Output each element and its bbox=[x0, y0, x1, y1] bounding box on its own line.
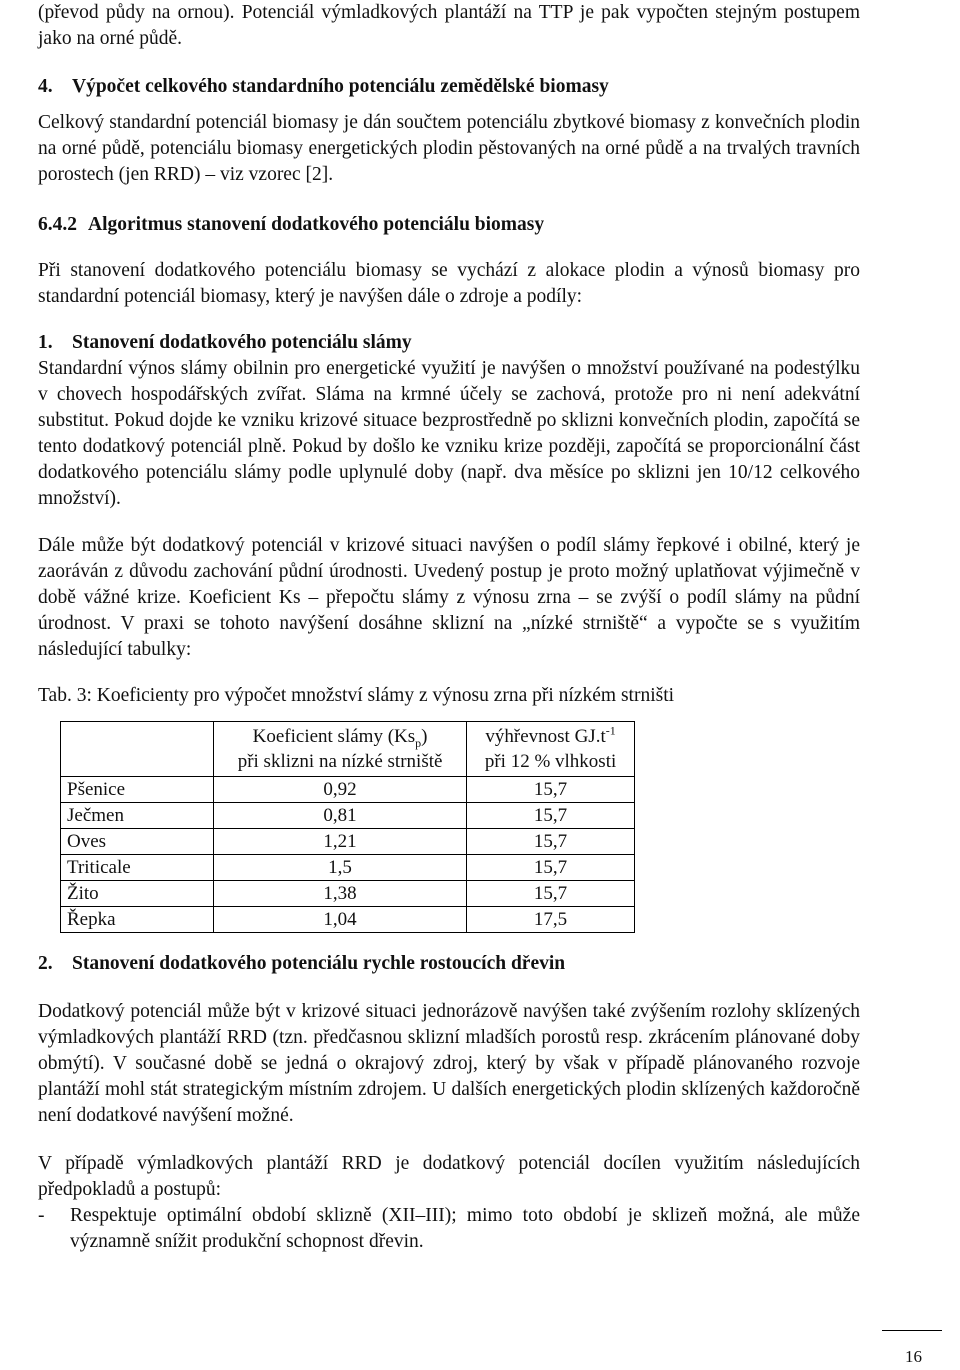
heat-cell: 17,5 bbox=[467, 907, 635, 933]
item-2-number: 2. bbox=[38, 953, 53, 974]
item-2-heading bbox=[38, 951, 860, 977]
section-4-text: Celkový standardní potenciál biomasy je dán součtem potenciálu zbytkové biomasy z konvečních plodin na orné půdě, potenciálu biomasy energetických plodin pěstovaných na orné půdě a na trvalých travních porostech (jen RRD) – viz vzorec [2]. bbox=[38, 112, 860, 185]
ks-cell: 0,92 bbox=[214, 777, 467, 803]
ks-cell: 1,21 bbox=[214, 829, 467, 855]
item-2-text-2: V případě výmladkových plantáží RRD je dodatkový potenciál docílen využitím následujících předpokladů a postupů: bbox=[38, 1153, 860, 1200]
section-4-heading bbox=[38, 74, 860, 100]
item-1-title: Stanovení dodatkového potenciálu slámy bbox=[72, 332, 412, 353]
coefficient-table bbox=[60, 721, 635, 933]
item-1-text-1: Standardní výnos slámy obilnin pro energetické využití je navýšen o množství používané na podestýlku v chovech hospodářských zvířat. Sláma na krmné účely se zachová, protože pro ni není adekvátní substitut. Pokud dojde ke vzniku krizové situace bezprostředně po sklizni konvečních plodin, započítá se tento dodatkový potenciál plně. Pokud by došlo ke vzniku krize později, započítá se proporcionální část dodatkového potenciálu slámy podle uplynulé doby (např. dva měsíce po sklizni jen 10/12 celkového množství). bbox=[38, 358, 860, 509]
ks-cell: 1,04 bbox=[214, 907, 467, 933]
table-header-ks: Koeficient slámy $(Ks_p)$ při sklizni na nízké strniště bbox=[214, 722, 467, 777]
heat-cell: 15,7 bbox=[467, 881, 635, 907]
item-2-text-1: Dodatkový potenciál může být v krizové situaci jednorázově navýšen také zvýšením rozlohy sklízených výmladkových plantáží RRD (tzn. předčasnou sklizní mladších porostů resp. zkrácením plánované doby obmýtí). V současné době se jedná o okrajový zdroj, který by však v případě plánovaného rozvoje plantáží mohl stát strategickým místním zdrojem. U dalších energetických plodin sklízených každoročně není dodatkové navýšení možné. bbox=[38, 1001, 860, 1126]
page-number: 16 bbox=[905, 1347, 922, 1366]
section-4-title: Výpočet celkového standardního potenciálu zemědělské biomasy bbox=[72, 76, 609, 97]
crop-cell: Triticale bbox=[61, 855, 214, 881]
heat-cell: 15,7 bbox=[467, 855, 635, 881]
heat-cell: 15,7 bbox=[467, 777, 635, 803]
table-header-row bbox=[61, 722, 635, 777]
crop-cell: Řepka bbox=[61, 907, 214, 933]
table-header-crop bbox=[61, 722, 214, 777]
document-page bbox=[38, 0, 860, 1255]
item-1-number: 1. bbox=[38, 332, 53, 353]
table-row bbox=[61, 907, 635, 933]
section-642-text: Při stanovení dodatkového potenciálu biomasy se vychází z alokace plodin a výnosů biomasy pro standardní potenciál biomasy, který je navýšen dále o zdroje a podíly: bbox=[38, 260, 860, 307]
section-4-number: 4. bbox=[38, 76, 53, 97]
table-row bbox=[61, 829, 635, 855]
item-1-text-2: Dále může být dodatkový potenciál v krizové situaci navýšen o podíl slámy řepkové i obilné, který je zaoráván z důvodu zachování půdní úrodnosti. Uvedený postup je proto možný uplatňovat výjimečně v době vážné krize. Koeficient Ks – přepočtu slámy z výnosu zrna – se zvýší o podíl slámy na půdní úrodnost. V praxi se tohoto navýšení dosáhne sklizní na „nízké strniště“ a vypočte se s využitím následující tabulky: bbox=[38, 535, 860, 660]
table-row bbox=[61, 881, 635, 907]
item-2-title: Stanovení dodatkového potenciálu rychle rostoucích dřevin bbox=[72, 953, 566, 974]
table-row bbox=[61, 855, 635, 881]
table-row bbox=[61, 777, 635, 803]
crop-cell: Oves bbox=[61, 829, 214, 855]
section-642-heading bbox=[38, 212, 860, 238]
table-row bbox=[61, 803, 635, 829]
list-dash: - bbox=[38, 1205, 45, 1226]
list-item-text: Respektuje optimální období sklizně (XII–III); mimo toto období je sklizeň možná, ale může významně snížit produkční schopnost dřevin. bbox=[70, 1205, 860, 1252]
ks-cell: 1,5 bbox=[214, 855, 467, 881]
ks-cell: 0,81 bbox=[214, 803, 467, 829]
table-header-heat: výhřevnost $GJ.t^{-1}$ při 12 % vlhkosti bbox=[467, 722, 635, 777]
crop-cell: Pšenice bbox=[61, 777, 214, 803]
ks-cell: 1,38 bbox=[214, 881, 467, 907]
intro-paragraph: (převod půdy na ornou). Potenciál výmladkových plantáží na TTP je pak vypočten stejným postupem jako na orné půdě. bbox=[38, 2, 860, 49]
section-642-number: 6.4.2 bbox=[38, 214, 77, 235]
list-item bbox=[38, 1203, 860, 1255]
section-642-title: Algoritmus stanovení dodatkového potenciálu biomasy bbox=[88, 214, 545, 235]
heat-cell: 15,7 bbox=[467, 829, 635, 855]
crop-cell: Ječmen bbox=[61, 803, 214, 829]
table-caption: Tab. 3: Koeficienty pro výpočet množství slámy z výnosu zrna při nízkém strništi bbox=[38, 685, 675, 706]
footer-rule bbox=[882, 1330, 942, 1331]
crop-cell: Žito bbox=[61, 881, 214, 907]
heat-cell: 15,7 bbox=[467, 803, 635, 829]
item-1-heading bbox=[38, 330, 860, 356]
